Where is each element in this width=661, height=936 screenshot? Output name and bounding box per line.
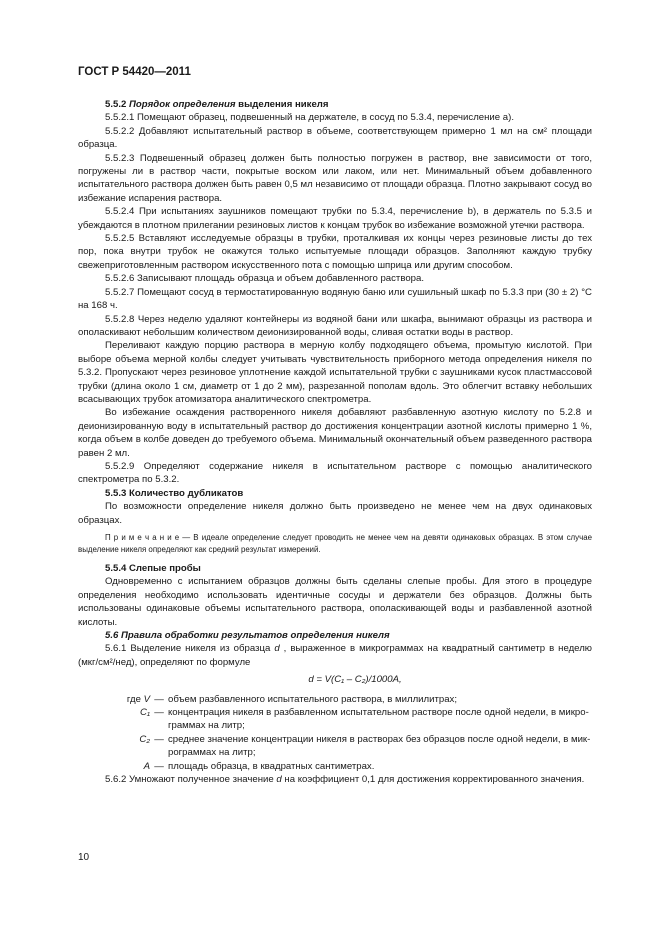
paragraph: 5.5.2.7 Помещают сосуд в термостатированную водяную баню или сушильный шкаф по 5.3.3 при (30 ± 2) °С на 168 ч. bbox=[78, 286, 592, 312]
definition-text: объем разбавленного испытательного раствора, в миллилитрах; bbox=[168, 693, 458, 705]
paragraph: 5.5.2.1 Помещают образец, подвешенный на держателе, в сосуд по 5.3.4, перечисление а). bbox=[105, 112, 514, 124]
section-heading-5-5-2 bbox=[78, 98, 592, 111]
paragraph: 5.5.2.4 При испытаниях заушников помещают трубки по 5.3.4, перечисление b), в держатель по 5.3.5 и убеждаются в плотном прилегании резиновых листов к концам трубок во избежание возможной утечки раствора. bbox=[78, 206, 592, 231]
variable: d bbox=[274, 643, 280, 655]
page-number: 10 bbox=[78, 852, 90, 863]
paragraph: 5.5.2.2 Добавляют испытательный раствор в объеме, соответствующем примерно 1 мл на см² площади образца. bbox=[78, 125, 592, 151]
section-heading-5-5-4: 5.5.4 Слепые пробы bbox=[105, 563, 201, 574]
paragraph: 5.5.2.3 Подвешенный образец должен быть полностью погружен в раствор, вне зависимости от того, погружены ли в раствор части, покрытые воском или лаком, или нет. Минимальный объем добавленного испытательного раствора должен быть равен 0,5 мл независимо от площади образца. Плотно закрывают сосуд во избежание испарения раствора. bbox=[78, 152, 592, 204]
paragraph: Во избежание осаждения растворенного никеля добавляют разбавленную азотную кислоту по 5.2.8 и деионизированную воду в испытательный раствор до достижения концентрации азотной кислоты примерно 1 %, когда объем в колбе доведен до требуемого объема. Минимальный окончательный объем разведенного раствора равен 2 мл. bbox=[78, 407, 592, 459]
paragraph: Переливают каждую порцию раствора в мерную колбу подходящего объема, промытую кислотой. При выборе объема мерной колбы следует учитывать чувствительность приборного метода определения никеля по 5.3.2. Пропускают через резиновое уплотнение каждой испытательной трубки с заушниками кусок пластмассовой трубки (длина около 1 см, диаметр от 1 до 2 мм), разрезанной пополам вдоль. Это облегчит вставку небольших всасывающих трубок атомизатора аналитического спектрометра. bbox=[78, 340, 592, 405]
definition-symbol: C₂ bbox=[139, 733, 150, 745]
definition-text: среднее значение концентрации никеля в растворах без образцов после одной недели, в микрограммах на литр; bbox=[168, 733, 591, 759]
heading-number: 5.5.2 bbox=[105, 99, 127, 110]
paragraph bbox=[78, 642, 592, 669]
definition-row bbox=[78, 733, 592, 760]
section-heading-5-6: 5.6 Правила обработки результатов определения никеля bbox=[105, 630, 390, 642]
paragraph: Одновременно с испытанием образцов должны быть сделаны слепые пробы. Для этого в процедуре определения необходимо использовать идентичные сосуды и держатели без образцов. Должны быть использованы одинаковые объемы испытательного раствора, ополаскивающей воды и разбавленной азотной кислоты. bbox=[78, 576, 592, 628]
definition-prefix: где bbox=[126, 693, 144, 705]
section-heading-5-5-3: 5.5.3 Количество дубликатов bbox=[105, 487, 244, 499]
definition-symbol: A bbox=[143, 760, 150, 772]
variable: d bbox=[276, 774, 282, 786]
definition-text: концентрация никеля в разбавленном испытательном растворе после одной недели, в микрограммах на литр; bbox=[168, 707, 589, 732]
dash: — bbox=[154, 707, 164, 719]
paragraph: 5.5.2.6 Записывают площадь образца и объем добавленного раствора. bbox=[105, 273, 424, 285]
definition-row bbox=[78, 706, 592, 733]
note-text: — В идеале определение следует проводить не менее чем на девяти одинаковых образцах. В этом случае выделение никеля определяют как средний результат измерений. bbox=[78, 533, 592, 554]
paragraph: 5.5.2.9 Определяют содержание никеля в испытательном растворе с помощью аналитического спектрометра по 5.3.2. bbox=[78, 460, 592, 486]
text-run: 5.6.1 Выделение никеля из образца bbox=[105, 643, 275, 655]
text-run: 5.6.2 Умножают полученное значение bbox=[105, 774, 277, 786]
variable-definitions bbox=[78, 693, 592, 773]
formula: d = V(C₁ – C₂)/1000A, bbox=[308, 674, 402, 686]
standard-header: ГОСТ Р 54420—2011 bbox=[78, 66, 191, 78]
dash: — bbox=[154, 760, 164, 772]
definition-row bbox=[78, 693, 592, 706]
definition-symbol: C₁ bbox=[140, 707, 150, 719]
definition-symbol: V bbox=[143, 693, 150, 705]
heading-italic: Порядок определения bbox=[129, 99, 236, 110]
paragraph: 5.5.2.5 Вставляют исследуемые образцы в трубки, проталкивая их концы через резиновые листы до тех пор, пока внутри трубок не окажутся только испытуемые площади образцов. Заполняют каждую трубку свежеприготовленным раствором искусственного пота с помощью шприца или другим способом. bbox=[78, 233, 592, 271]
document-body bbox=[78, 98, 592, 787]
dash: — bbox=[154, 733, 164, 745]
paragraph: 5.5.2.8 Через неделю удаляют контейнеры из водяной бани или шкафа, вынимают образцы из раствора и ополаскивают небольшим количеством деионизированной воды, сливая остатки воды в раствор. bbox=[78, 313, 592, 338]
dash: — bbox=[154, 693, 164, 705]
text-run: на коэффициент 0,1 для достижения корректированного значения. bbox=[281, 774, 585, 786]
note-label: П р и м е ч а н и е bbox=[105, 533, 180, 542]
text-run: , выраженное в микрограммах на квадратный сантиметр в неделю (мкг/см²/нед), определяют по формуле bbox=[78, 643, 592, 668]
heading-rest: выделения никеля bbox=[235, 99, 329, 110]
note bbox=[78, 532, 592, 556]
definition-text: площадь образца, в квадратных сантиметрах. bbox=[168, 760, 375, 772]
paragraph: По возможности определение никеля должно быть произведено не менее чем на двух одинаковых образцах. bbox=[78, 501, 592, 526]
definition-row bbox=[78, 760, 592, 773]
paragraph bbox=[78, 773, 592, 786]
